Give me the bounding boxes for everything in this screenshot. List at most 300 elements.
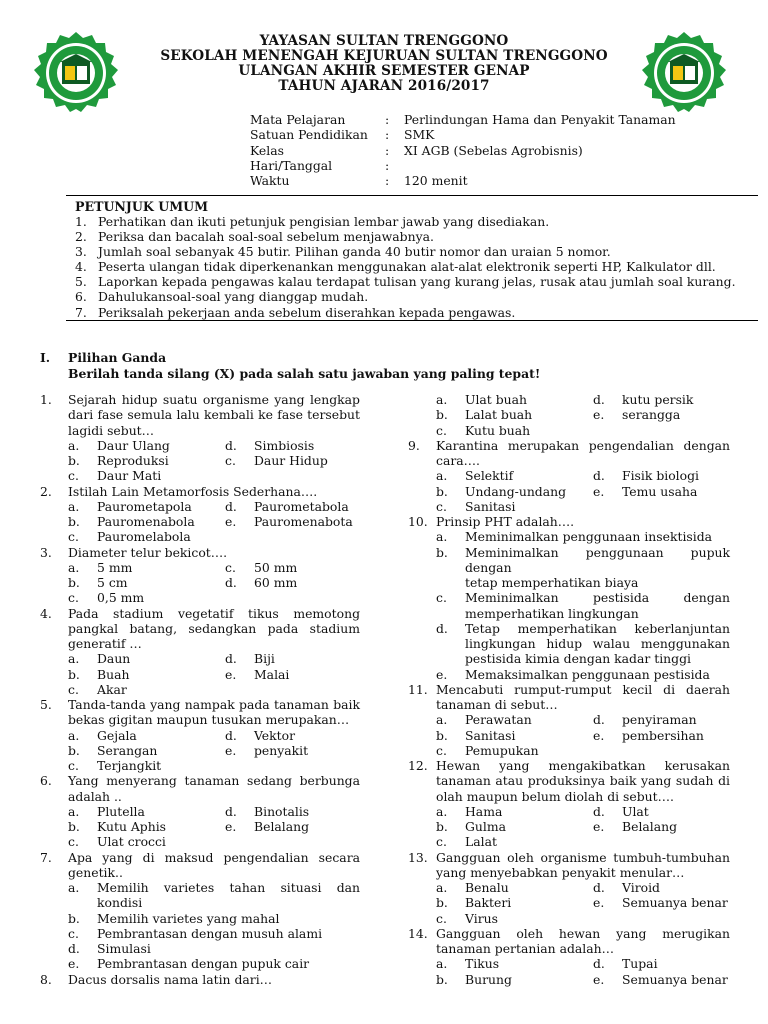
question-line: Apa yang di maksud pengendalian secara <box>68 849 360 865</box>
option-line: Pembrantasan dengan musuh alami <box>97 925 323 941</box>
answer-options <box>40 880 360 972</box>
option-letter: b. <box>68 910 80 926</box>
question <box>408 438 730 514</box>
option-text: Plutella <box>97 803 145 819</box>
option-text: Bakteri <box>465 895 512 911</box>
answer-option[interactable] <box>593 712 697 727</box>
option-row <box>436 499 730 514</box>
option-letter: e. <box>593 407 605 423</box>
option-line: pestisida kimia dengan kadar tinggi <box>465 651 691 667</box>
option-letter: d. <box>593 468 605 484</box>
question-number: 10. <box>408 514 428 529</box>
answer-option[interactable] <box>436 423 593 438</box>
info-row <box>250 158 676 173</box>
question-number: 13. <box>408 849 428 865</box>
answer-option[interactable] <box>68 438 225 453</box>
option-row <box>436 392 730 407</box>
answer-option[interactable] <box>436 956 593 971</box>
option-letter: a. <box>436 392 448 407</box>
answer-option[interactable] <box>436 392 593 407</box>
question-text <box>436 438 730 469</box>
option-text: Paurometabola <box>254 498 349 514</box>
option-text: Belalang <box>622 819 678 834</box>
info-row <box>250 112 676 127</box>
instruction-number: 2. <box>75 229 87 245</box>
option-text: 60 mm <box>254 575 298 590</box>
answer-option[interactable] <box>68 941 360 956</box>
option-text: Simbiosis <box>254 437 315 453</box>
option-row <box>68 529 360 544</box>
question-line: tanaman atau produksinya baik yang sudah di <box>436 773 730 789</box>
school-name: SEKOLAH MENENGAH KEJURUAN SULTAN TRENGGONO <box>160 48 608 64</box>
question <box>40 392 360 484</box>
option-letter: e. <box>225 819 237 834</box>
answer-option[interactable] <box>68 819 225 834</box>
academic-year: TAHUN AJARAN 2016/2017 <box>278 78 490 94</box>
answer-option[interactable] <box>436 880 593 895</box>
option-letter: c. <box>436 742 447 758</box>
option-row <box>68 575 360 590</box>
option-letter: c. <box>68 681 79 697</box>
option-row <box>436 743 730 758</box>
question <box>40 484 360 545</box>
instruction-number: 1. <box>75 214 87 229</box>
answer-option[interactable] <box>225 499 349 514</box>
question-line: dari fase semula lalu kembali ke fase tersebut <box>68 407 360 423</box>
option-row <box>436 911 730 926</box>
question-text <box>68 773 360 804</box>
question-stem <box>408 682 730 713</box>
option-text: kutu persik <box>622 392 694 407</box>
answer-option[interactable] <box>436 529 730 544</box>
question-line: yang menyebabkan penyakit menular… <box>436 864 685 880</box>
question-stem <box>40 392 360 438</box>
question-text <box>436 682 730 713</box>
option-text: Pauromenabota <box>254 514 353 529</box>
answer-option[interactable] <box>68 880 360 911</box>
option-letter: a. <box>436 803 448 819</box>
option-line: Memilih varietes yang mahal <box>97 910 280 926</box>
option-text: Daur Mati <box>97 468 162 484</box>
question-stem <box>40 606 360 652</box>
instruction-number: 3. <box>75 244 87 260</box>
question-text <box>436 758 730 804</box>
option-letter: a. <box>436 956 448 972</box>
question <box>40 606 360 698</box>
answer-options <box>40 804 360 850</box>
option-letter: b. <box>436 544 448 560</box>
answer-option[interactable] <box>68 926 360 941</box>
option-text: Lalat buah <box>465 407 533 423</box>
option-letter: a. <box>436 880 448 895</box>
answer-option[interactable] <box>593 972 728 987</box>
option-letter: d. <box>225 727 237 743</box>
option-line: memperhatikan lingkungan <box>465 605 639 621</box>
answer-option[interactable] <box>593 468 699 483</box>
option-line: tetap memperhatikan biaya <box>465 575 639 590</box>
option-row <box>436 423 730 438</box>
answer-option[interactable] <box>436 468 593 483</box>
option-text: Semuanya benar <box>622 971 728 987</box>
question-number: 3. <box>40 544 52 560</box>
instruction-text: Laporkan kepada pengawas kalau terdapat tulisan yang kurang jelas, rusak atau jumlah soal kurang. <box>98 274 736 290</box>
option-letter: e. <box>436 666 448 682</box>
option-text: Benalu <box>465 880 509 895</box>
option-line: Memilih varietes tahan situasi dan kondisi <box>97 880 360 911</box>
option-letter: e. <box>593 971 605 987</box>
answer-option[interactable] <box>68 743 225 758</box>
question-stem <box>40 773 360 804</box>
option-letter: e. <box>593 727 605 743</box>
answer-option[interactable] <box>68 804 225 819</box>
answer-option[interactable] <box>436 484 593 499</box>
answer-option[interactable] <box>68 529 225 544</box>
answer-option[interactable] <box>225 453 328 468</box>
option-row <box>436 712 730 727</box>
question <box>408 926 730 987</box>
question-line: pangkal batang, sedangkan pada stadium <box>68 620 360 636</box>
option-letter: c. <box>436 590 447 606</box>
instruction-number: 7. <box>75 304 87 320</box>
info-row <box>250 173 676 188</box>
option-text: pembersihan <box>622 727 704 743</box>
question-line: Prinsip PHT adalah…. <box>436 514 575 529</box>
option-row <box>436 484 730 499</box>
answer-option[interactable] <box>68 514 225 529</box>
option-text: Hama <box>465 803 503 819</box>
option-row <box>436 834 730 849</box>
info-label: Waktu <box>250 173 290 189</box>
info-label: Mata Pelajaran <box>250 112 346 127</box>
option-text: Serangan <box>97 742 158 758</box>
answer-option[interactable] <box>593 804 649 819</box>
option-text: Viroid <box>622 880 660 895</box>
option-text <box>97 926 360 941</box>
answer-options <box>40 499 360 545</box>
answer-option[interactable] <box>593 956 658 971</box>
option-letter: c. <box>436 498 447 514</box>
option-text: Binotalis <box>254 803 310 819</box>
option-letter: e. <box>225 742 237 758</box>
info-value: 120 menit <box>404 173 468 189</box>
question-number: 12. <box>408 758 428 773</box>
info-row <box>250 127 676 142</box>
answer-option[interactable] <box>593 880 660 895</box>
answer-option[interactable] <box>68 590 225 605</box>
option-row <box>436 468 730 483</box>
option-text <box>465 621 730 667</box>
question-line: cara…. <box>436 453 480 468</box>
instruction-item <box>75 244 755 259</box>
answer-option[interactable] <box>68 651 225 666</box>
option-text: Sanitasi <box>465 498 516 514</box>
answer-option[interactable] <box>68 468 225 483</box>
option-text: penyiraman <box>622 712 697 728</box>
option-text: Tikus <box>465 956 500 972</box>
option-row <box>68 499 360 514</box>
questions-right-column <box>408 392 730 987</box>
option-row <box>68 514 360 529</box>
answer-option[interactable] <box>225 560 297 575</box>
option-text: 50 mm <box>254 559 298 575</box>
option-text: Kutu buah <box>465 422 531 438</box>
section-title: Pilihan Ganda <box>68 350 167 365</box>
answer-option[interactable] <box>436 972 593 987</box>
question <box>408 392 730 438</box>
option-letter: b. <box>436 727 448 743</box>
option-letter: b. <box>68 514 80 529</box>
question-line: Hewan yang mengakibatkan kerusakan <box>436 758 730 773</box>
info-colon: : <box>385 127 390 143</box>
answer-option[interactable] <box>68 956 360 971</box>
option-row <box>68 651 360 666</box>
option-text <box>97 941 360 956</box>
answer-option[interactable] <box>225 804 309 819</box>
question-number: 11. <box>408 681 428 697</box>
option-letter: e. <box>225 514 237 529</box>
answer-option[interactable] <box>436 621 730 667</box>
question-line: tanaman di sebut… <box>436 697 558 712</box>
info-colon: : <box>385 112 390 127</box>
question-line: generatif … <box>68 636 142 651</box>
question-text <box>436 514 730 529</box>
option-letter: c. <box>68 590 79 606</box>
option-line: Pembrantasan dengan pupuk cair <box>97 956 310 972</box>
question-line: Mencabuti rumput-rumput kecil di daerah <box>436 681 730 697</box>
answer-options <box>40 560 360 606</box>
answer-option[interactable] <box>593 484 697 499</box>
document-header <box>0 34 768 94</box>
foundation-name: YAYASAN SULTAN TRENGGONO <box>259 33 509 49</box>
answer-option[interactable] <box>68 728 225 743</box>
answer-option[interactable] <box>436 819 593 834</box>
answer-option[interactable] <box>436 499 593 514</box>
question <box>40 972 360 987</box>
question-line: Sejarah hidup suatu organisme yang lengkap <box>68 392 360 407</box>
answer-option[interactable] <box>225 438 314 453</box>
answer-option[interactable] <box>68 911 360 926</box>
answer-option[interactable] <box>68 499 225 514</box>
answer-option[interactable] <box>436 407 593 422</box>
option-row <box>68 453 360 468</box>
option-text <box>465 529 730 544</box>
question-stem <box>408 438 730 469</box>
question-number: 8. <box>40 971 52 987</box>
answer-option[interactable] <box>68 575 225 590</box>
option-text: Selektif <box>465 468 514 484</box>
question-text <box>68 850 360 881</box>
option-text: 5 mm <box>97 559 133 575</box>
divider-top <box>66 195 758 196</box>
option-row <box>436 819 730 834</box>
question <box>408 850 730 926</box>
questions-left-column <box>40 392 360 987</box>
question-line: genetik.. <box>68 864 123 880</box>
option-letter: c. <box>225 453 236 468</box>
instruction-text: Perhatikan dan ikuti petunjuk pengisian lembar jawab yang disediakan. <box>98 214 550 229</box>
option-text <box>465 545 730 591</box>
question-number: 1. <box>40 392 52 407</box>
option-letter: d. <box>225 803 237 819</box>
answer-options <box>40 728 360 774</box>
question-text <box>436 850 730 881</box>
option-text <box>465 667 730 682</box>
info-value: XI AGB (Sebelas Agrobisnis) <box>404 142 583 158</box>
answer-option[interactable] <box>436 712 593 727</box>
question-stem <box>40 697 360 728</box>
answer-options <box>408 529 730 682</box>
answer-option[interactable] <box>225 575 297 590</box>
answer-option[interactable] <box>593 819 677 834</box>
answer-option[interactable] <box>68 834 225 849</box>
answer-option[interactable] <box>436 911 593 926</box>
option-letter: c. <box>68 758 79 773</box>
option-letter: d. <box>593 880 605 895</box>
instruction-number: 5. <box>75 274 87 290</box>
option-letter: b. <box>68 575 80 590</box>
option-text: 0,5 mm <box>97 590 145 606</box>
option-letter: c. <box>68 925 79 941</box>
answer-option[interactable] <box>68 453 225 468</box>
option-row <box>68 682 360 697</box>
answer-option[interactable] <box>68 667 225 682</box>
option-text: Daun <box>97 651 131 667</box>
option-letter: a. <box>436 529 448 545</box>
question <box>408 514 730 682</box>
question-stem <box>408 758 730 804</box>
answer-option[interactable] <box>68 758 225 773</box>
option-text: Ulat <box>622 803 649 819</box>
answer-option[interactable] <box>225 728 295 743</box>
answer-option[interactable] <box>225 743 308 758</box>
question-line: Yang menyerang tanaman sedang berbunga <box>68 773 360 789</box>
answer-option[interactable] <box>225 819 309 834</box>
question-line: tanaman pertanian adalah… <box>436 941 615 956</box>
question-text <box>68 606 360 652</box>
option-text: Pemupukan <box>465 742 539 758</box>
option-letter: b. <box>68 819 80 834</box>
question-number: 9. <box>408 437 420 453</box>
option-text: Ulat crocci <box>97 834 166 850</box>
option-letter: c. <box>436 834 447 850</box>
answer-option[interactable] <box>593 407 680 422</box>
option-text: Pauromenabola <box>97 514 195 529</box>
answer-option[interactable] <box>593 392 693 407</box>
option-letter: e. <box>593 895 605 911</box>
info-label: Hari/Tanggal <box>250 157 333 173</box>
instruction-text: Periksalah pekerjaan anda sebelum diserahkan kepada pengawas. <box>98 304 516 320</box>
answer-option[interactable] <box>436 728 593 743</box>
option-text: Lalat <box>465 834 497 850</box>
option-line: Meminimalkan pestisida dengan <box>465 590 730 606</box>
answer-option[interactable] <box>436 545 730 591</box>
answer-options <box>408 392 730 438</box>
answer-option[interactable] <box>593 728 704 743</box>
question-number: 4. <box>40 605 52 621</box>
option-letter: b. <box>68 742 80 758</box>
option-text <box>97 911 360 926</box>
option-row <box>436 880 730 895</box>
question-stem <box>40 484 360 499</box>
option-text: Ulat buah <box>465 392 527 407</box>
option-letter: b. <box>68 666 80 682</box>
question <box>40 850 360 972</box>
question-stem <box>40 972 360 987</box>
option-text: Daur Hidup <box>254 453 328 468</box>
option-row <box>68 438 360 453</box>
option-text: Semuanya benar <box>622 895 728 911</box>
answer-option[interactable] <box>225 667 289 682</box>
option-letter: c. <box>68 529 79 545</box>
answer-options <box>408 880 730 926</box>
question-number: 6. <box>40 773 52 789</box>
option-text: Pauromelabola <box>97 529 191 545</box>
answer-option[interactable] <box>68 682 225 697</box>
option-line: Simulasi <box>97 941 151 956</box>
answer-option[interactable] <box>225 651 275 666</box>
question <box>408 758 730 850</box>
question-line: Gangguan oleh hewan yang merugikan <box>436 925 730 941</box>
option-line: Meminimalkan penggunaan insektisida <box>465 529 713 545</box>
option-letter: c. <box>436 910 447 926</box>
question-text <box>68 545 360 560</box>
question-number: 7. <box>40 849 52 865</box>
instruction-item <box>75 274 755 289</box>
exam-title: ULANGAN AKHIR SEMESTER GENAP <box>238 63 530 79</box>
answer-option[interactable] <box>436 834 593 849</box>
answer-option[interactable] <box>436 590 730 621</box>
question-line: bekas gigitan maupun tusukan merupakan… <box>68 712 350 728</box>
option-text: Vektor <box>254 727 296 743</box>
answer-option[interactable] <box>436 895 593 910</box>
question <box>40 545 360 606</box>
question-line: olah maupun belum diolah di sebut…. <box>436 788 674 804</box>
option-letter: d. <box>436 620 448 636</box>
answer-option[interactable] <box>436 804 593 819</box>
instruction-item <box>75 305 755 320</box>
answer-option[interactable] <box>225 514 353 529</box>
info-value: SMK <box>404 127 435 143</box>
option-text: Biji <box>254 651 275 667</box>
option-letter: b. <box>436 819 448 834</box>
answer-option[interactable] <box>436 667 730 682</box>
answer-option[interactable] <box>68 560 225 575</box>
question-stem <box>408 850 730 881</box>
instruction-text: Peserta ulangan tidak diperkenankan menggunakan alat-alat elektronik seperti HP, Kalkulator dll. <box>98 259 716 275</box>
option-text: Belalang <box>254 819 310 834</box>
option-text: Buah <box>97 666 130 682</box>
option-letter: e. <box>225 666 237 682</box>
option-letter: a. <box>436 468 448 484</box>
option-text: Undang-undang <box>465 483 567 499</box>
option-line: Memaksimalkan penggunaan pestisida <box>465 666 710 682</box>
option-letter: d. <box>225 437 237 453</box>
option-letter: a. <box>68 437 80 453</box>
option-letter: c. <box>68 468 79 484</box>
option-text: Burung <box>465 971 512 987</box>
question-text <box>68 972 360 987</box>
question-line: Dacus dorsalis nama latin dari… <box>68 971 273 987</box>
answer-option[interactable] <box>593 895 728 910</box>
option-text <box>97 880 360 911</box>
option-text: Fisik biologi <box>622 468 699 484</box>
option-row <box>68 560 360 575</box>
question-text <box>68 392 360 438</box>
info-colon: : <box>385 173 390 189</box>
option-text <box>97 956 360 971</box>
option-letter: a. <box>68 651 80 667</box>
answer-option[interactable] <box>436 743 593 758</box>
